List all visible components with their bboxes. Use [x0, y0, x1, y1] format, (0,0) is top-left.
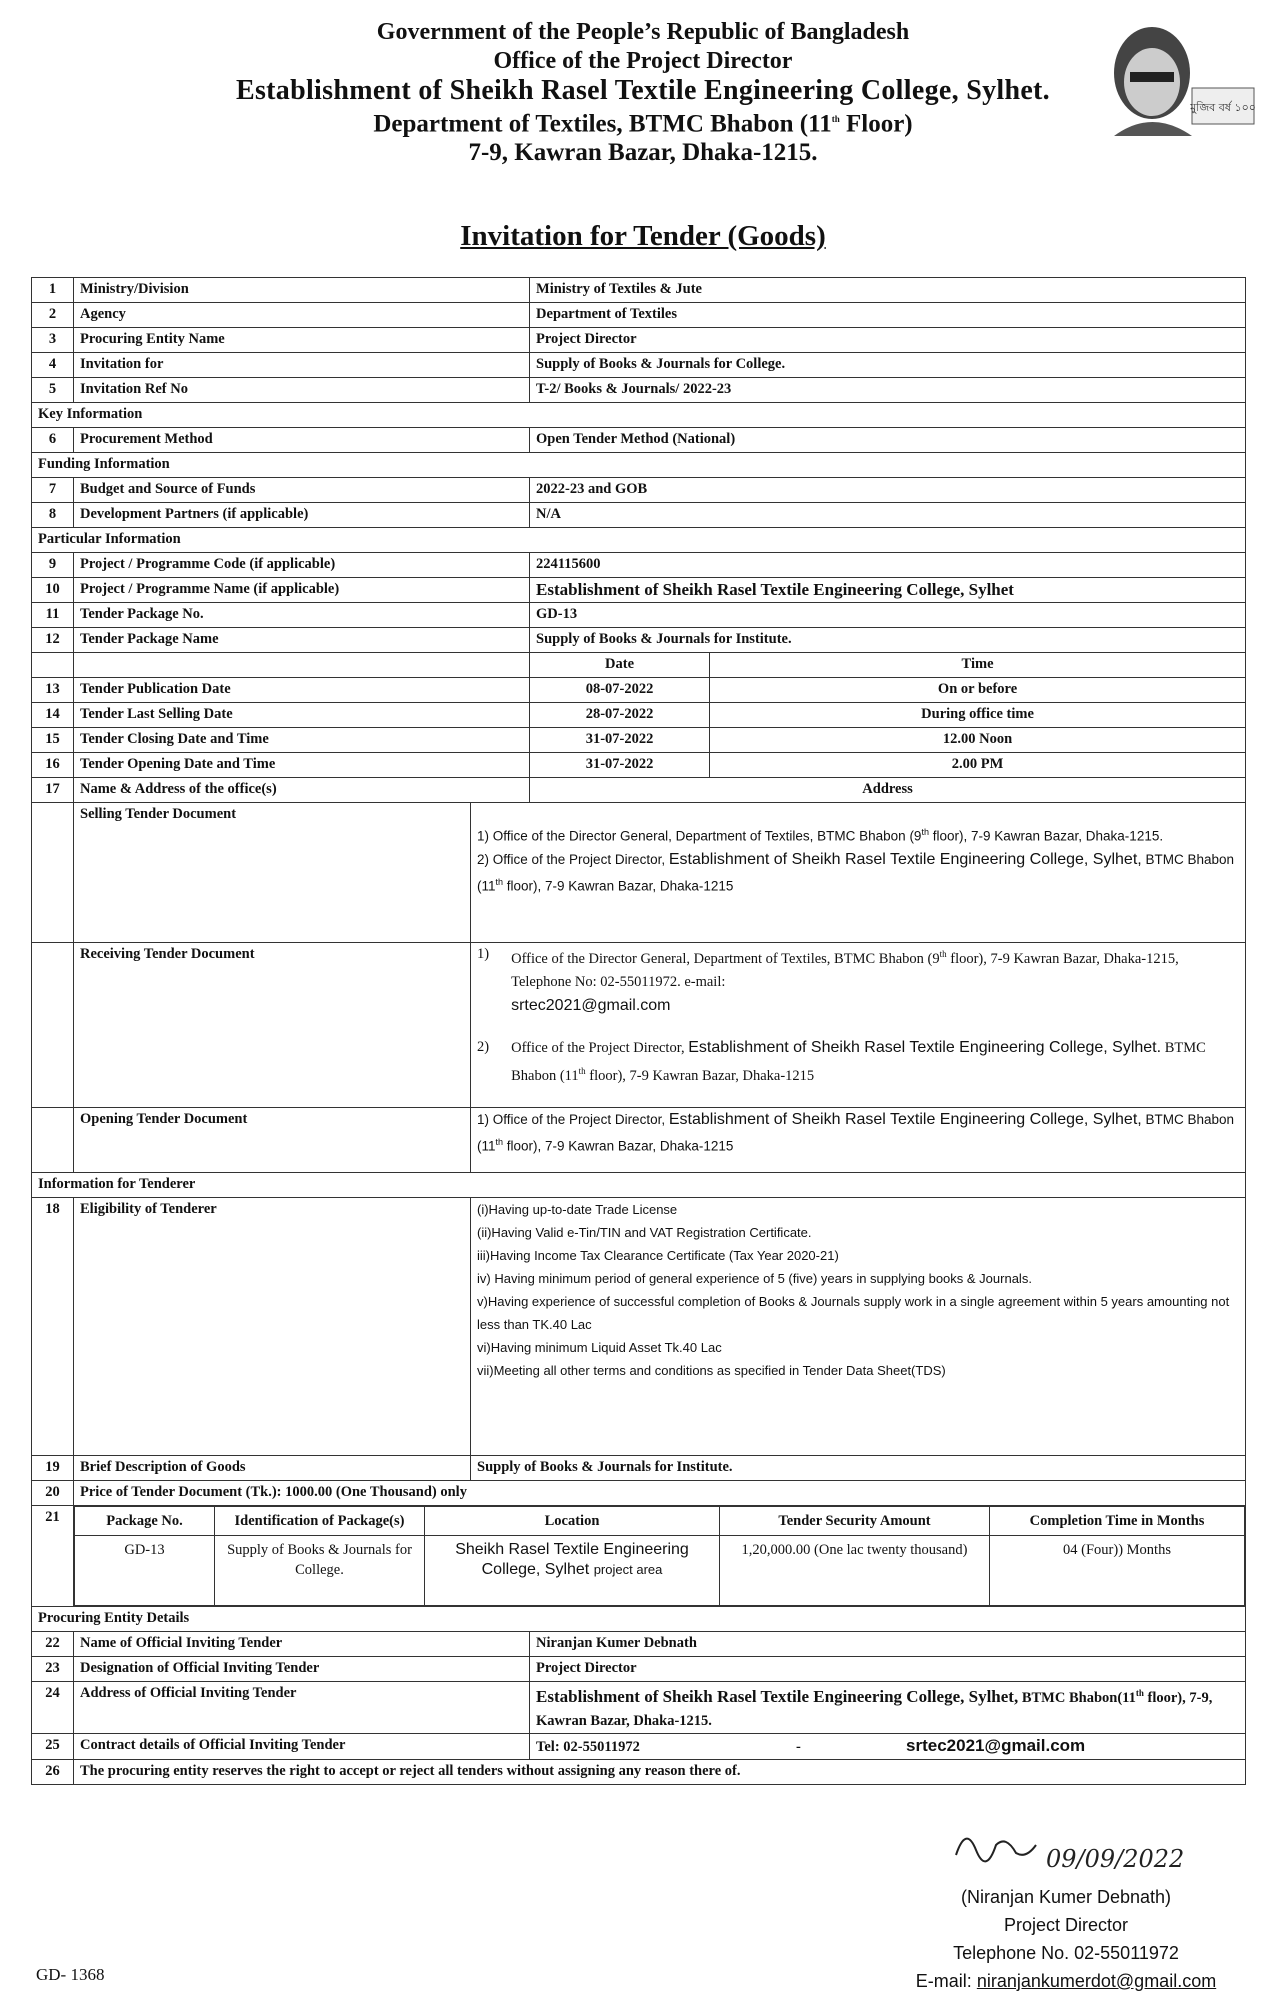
- table-row: [32, 378, 1246, 403]
- table-cell: 2022-23 and GOB: [530, 478, 1246, 503]
- table-cell: Agency: [74, 303, 530, 328]
- table-row: [32, 553, 1246, 578]
- table-cell: GD-13: [530, 603, 1246, 628]
- table-cell: 31-07-2022: [530, 728, 710, 753]
- table-cell: Ministry of Textiles & Jute: [530, 278, 1246, 303]
- selling-row: [32, 803, 1246, 943]
- table-cell: [471, 1198, 1246, 1456]
- letterhead: [0, 18, 1286, 167]
- table-cell: 7: [32, 478, 74, 503]
- table-cell: 24: [32, 1682, 74, 1734]
- table-cell: 21: [32, 1506, 74, 1607]
- table-cell: [74, 653, 530, 678]
- table-row: [32, 628, 1246, 653]
- eligibility-item: v)Having experience of successful completion of Books & Journals supply work in a single agreement within 5 years amounting not less than TK.40 Lac: [477, 1294, 1230, 1332]
- table-cell: 18: [32, 1198, 74, 1456]
- table-cell: [74, 1506, 1246, 1607]
- table-cell: 08-07-2022: [530, 678, 710, 703]
- table-cell: 22: [32, 1632, 74, 1657]
- table-cell: 14: [32, 703, 74, 728]
- table-cell: 224115600: [530, 553, 1246, 578]
- table-cell: GD-13: [75, 1536, 215, 1606]
- address-line: 7-9, Kawran Bazar, Dhaka-1215.: [468, 139, 818, 167]
- page-title: Invitation for Tender (Goods): [460, 220, 826, 252]
- eligibility-item: iii)Having Income Tax Clearance Certificate (Tax Year 2020-21): [477, 1248, 839, 1263]
- table-cell: Opening Tender Document: [74, 1108, 471, 1173]
- table-cell: Price of Tender Document (Tk.): 1000.00 (One Thousand) only: [74, 1481, 1246, 1506]
- table-cell: Receiving Tender Document: [74, 943, 471, 1108]
- receiving-address-1: 1) Office of the Director General, Department of Textiles, BTMC Bhabon (9th floor), 7-9 Kawran Bazar, Dhaka-1215, Telephone No: 02-55011972. e-mail: srtec2021@gmail.com: [477, 946, 1179, 1014]
- table-cell: 28-07-2022: [530, 703, 710, 728]
- table-cell: Establishment of Sheikh Rasel Textile Engineering College, Sylhet, BTMC Bhabon(11th floor), 7-9, Kawran Bazar, Dhaka-1215.: [530, 1682, 1246, 1734]
- table-cell: Key Information: [32, 403, 1246, 428]
- table-cell: The procuring entity reserves the right to accept or reject all tenders without assigning any reason there of.: [74, 1759, 1246, 1784]
- table-cell: Budget and Source of Funds: [74, 478, 530, 503]
- table-cell: Invitation for: [74, 353, 530, 378]
- table-row: [32, 1456, 1246, 1481]
- receiving-email[interactable]: srtec2021@gmail.com: [511, 996, 671, 1014]
- table-cell: Tender Last Selling Date: [74, 703, 530, 728]
- table-cell: 12: [32, 628, 74, 653]
- govt-line: Government of the People’s Republic of Bangladesh: [376, 19, 910, 45]
- section-row: [32, 1607, 1246, 1632]
- reference-number: GD- 1368: [36, 1965, 105, 1984]
- table-cell: 4: [32, 353, 74, 378]
- table-cell: Selling Tender Document: [74, 803, 471, 943]
- table-cell: 2.00 PM: [710, 753, 1246, 778]
- table-row: [32, 778, 1246, 803]
- table-cell: Tender Publication Date: [74, 678, 530, 703]
- table-cell: Project / Programme Code (if applicable): [74, 553, 530, 578]
- table-row: [32, 1733, 1246, 1759]
- selling-address-1: 1) Office of the Director General, Department of Textiles, BTMC Bhabon (9th floor), 7-9 Kawran Bazar, Dhaka-1215.: [477, 827, 1164, 844]
- mujib-portrait-logo: [1100, 18, 1260, 148]
- table-cell: 16: [32, 753, 74, 778]
- table-cell: 1: [32, 278, 74, 303]
- table-cell: 2: [32, 303, 74, 328]
- table-cell: [32, 803, 74, 943]
- opening-address-1: 1) Office of the Project Director, Establishment of Sheikh Rasel Textile Engineering College, Sylhet, BTMC Bhabon (11th floor), 7-9 Kawran Bazar, Dhaka-1215: [477, 1111, 1234, 1154]
- table-row: [32, 303, 1246, 328]
- table-cell: Procurement Method: [74, 428, 530, 453]
- table-row: [32, 1481, 1246, 1506]
- table-cell: 23: [32, 1657, 74, 1682]
- table-cell: Supply of Books & Journals for College.: [530, 353, 1246, 378]
- package-table: [74, 1506, 1245, 1606]
- table-cell: Information for Tenderer: [32, 1173, 1246, 1198]
- eligibility-item: vii)Meeting all other terms and conditions as specified in Tender Data Sheet(TDS): [477, 1363, 946, 1378]
- table-cell: Identification of Package(s): [215, 1507, 425, 1536]
- receiving-row: [32, 943, 1246, 1108]
- eligibility-item: iv) Having minimum period of general experience of 5 (five) years in supplying books & Journals.: [477, 1271, 1032, 1286]
- signer-email: E-mail: niranjankumerdot@gmail.com: [915, 1971, 1217, 1991]
- table-row: [32, 703, 1246, 728]
- table-cell: 9: [32, 553, 74, 578]
- table-cell: 8: [32, 503, 74, 528]
- table-row: [32, 578, 1246, 603]
- signature-scribble: [936, 1815, 1196, 1875]
- table-cell: 10: [32, 578, 74, 603]
- table-row: [32, 353, 1246, 378]
- table-row: [32, 503, 1246, 528]
- table-cell: Open Tender Method (National): [530, 428, 1246, 453]
- section-row: [32, 1173, 1246, 1198]
- table-cell: Invitation Ref No: [74, 378, 530, 403]
- table-cell: Name & Address of the office(s): [74, 778, 530, 803]
- table-cell: Tender Package No.: [74, 603, 530, 628]
- package-row: [32, 1506, 1246, 1607]
- portrait-caption: মুজিব বর্ষ ১০০: [1190, 101, 1256, 114]
- table-cell: 3: [32, 328, 74, 353]
- table-cell: Completion Time in Months: [990, 1507, 1245, 1536]
- table-cell: Tender Security Amount: [720, 1507, 990, 1536]
- table-cell: Address: [530, 778, 1246, 803]
- eligibility-row: [32, 1198, 1246, 1456]
- table-cell: Package No.: [75, 1507, 215, 1536]
- signer-phone: Telephone No. 02-55011972: [953, 1943, 1179, 1963]
- table-row: [32, 603, 1246, 628]
- table-cell: On or before: [710, 678, 1246, 703]
- table-cell: Contract details of Official Inviting Tender: [74, 1733, 530, 1759]
- table-cell: [471, 1108, 1246, 1173]
- table-row: [32, 678, 1246, 703]
- signature-block: [886, 1815, 1246, 1995]
- table-cell: [471, 803, 1246, 943]
- table-cell: Date: [530, 653, 710, 678]
- table-cell: Funding Information: [32, 453, 1246, 478]
- table-cell: Time: [710, 653, 1246, 678]
- table-cell: [32, 1108, 74, 1173]
- eligibility-item: (ii)Having Valid e-Tin/TIN and VAT Registration Certificate.: [477, 1225, 812, 1240]
- table-cell: Tender Package Name: [74, 628, 530, 653]
- table-cell: Designation of Official Inviting Tender: [74, 1657, 530, 1682]
- contact-email[interactable]: srtec2021@gmail.com: [906, 1735, 1086, 1755]
- table-cell: 15: [32, 728, 74, 753]
- selling-address-2: 2) Office of the Project Director, Establishment of Sheikh Rasel Textile Engineering College, Sylhet, BTMC Bhabon (11th floor), 7-9 Kawran Bazar, Dhaka-1215: [477, 850, 1234, 893]
- table-cell: Procuring Entity Name: [74, 328, 530, 353]
- signature-date: 09/09/2022: [1046, 1845, 1185, 1873]
- table-cell: [32, 653, 74, 678]
- table-cell: 26: [32, 1759, 74, 1784]
- table-row: [32, 278, 1246, 303]
- table-cell: Supply of Books & Journals for Institute.: [471, 1456, 1246, 1481]
- table-cell: N/A: [530, 503, 1246, 528]
- table-cell: Project Director: [530, 328, 1246, 353]
- table-row: [32, 728, 1246, 753]
- signer-name: (Niranjan Kumer Debnath): [960, 1887, 1172, 1907]
- table-cell: Department of Textiles: [530, 303, 1246, 328]
- tender-table: [31, 277, 1246, 1785]
- table-cell: [32, 943, 74, 1108]
- table-cell: 5: [32, 378, 74, 403]
- table-row: [32, 328, 1246, 353]
- table-cell: Supply of Books & Journals for Institute.: [530, 628, 1246, 653]
- table-cell: 31-07-2022: [530, 753, 710, 778]
- table-row: [32, 1657, 1246, 1682]
- table-cell: Name of Official Inviting Tender: [74, 1632, 530, 1657]
- table-row: [32, 1682, 1246, 1734]
- table-cell: Establishment of Sheikh Rasel Textile Engineering College, Sylhet: [530, 578, 1246, 603]
- table-cell: 17: [32, 778, 74, 803]
- table-cell: Eligibility of Tenderer: [74, 1198, 471, 1456]
- table-cell: 1,20,000.00 (One lac twenty thousand): [720, 1536, 990, 1606]
- date-time-header: [32, 653, 1246, 678]
- table-cell: Supply of Books & Journals for College.: [215, 1536, 425, 1606]
- eligibility-item: vi)Having minimum Liquid Asset Tk.40 Lac: [477, 1340, 722, 1355]
- table-row: [32, 1759, 1246, 1784]
- table-cell: T-2/ Books & Journals/ 2022-23: [530, 378, 1246, 403]
- eligibility-item: (i)Having up-to-date Trade License: [477, 1202, 678, 1217]
- signer-designation: Project Director: [1003, 1915, 1129, 1935]
- section-row: [32, 453, 1246, 478]
- table-cell: Ministry/Division: [74, 278, 530, 303]
- table-cell: During office time: [710, 703, 1246, 728]
- table-cell: Niranjan Kumer Debnath: [530, 1632, 1246, 1657]
- table-row: [32, 753, 1246, 778]
- table-cell: Tel: 02-55011972 - srtec2021@gmail.com: [530, 1733, 1246, 1759]
- table-cell: Procuring Entity Details: [32, 1607, 1246, 1632]
- department-line: Department of Textiles, BTMC Bhabon (11th Floor): [373, 110, 913, 138]
- table-cell: Project / Programme Name (if applicable): [74, 578, 530, 603]
- table-cell: 11: [32, 603, 74, 628]
- office-line: Office of the Project Director: [493, 48, 793, 74]
- table-cell: 25: [32, 1733, 74, 1759]
- table-row: [32, 478, 1246, 503]
- table-cell: 20: [32, 1481, 74, 1506]
- table-cell: Development Partners (if applicable): [74, 503, 530, 528]
- table-cell: Project Director: [530, 1657, 1246, 1682]
- project-line: Establishment of Sheikh Rasel Textile Engineering College, Sylhet.: [236, 75, 1050, 106]
- table-cell: Brief Description of Goods: [74, 1456, 471, 1481]
- table-cell: Location: [425, 1507, 720, 1536]
- table-cell: 13: [32, 678, 74, 703]
- table-cell: Tender Opening Date and Time: [74, 753, 530, 778]
- table-row: [32, 428, 1246, 453]
- table-cell: Tender Closing Date and Time: [74, 728, 530, 753]
- table-cell: 6: [32, 428, 74, 453]
- receiving-address-2: 2) Office of the Project Director, Establishment of Sheikh Rasel Textile Engineering College, Sylhet. BTMC Bhabon (11th floor), 7-9 Kawran Bazar, Dhaka-1215: [477, 1038, 1206, 1084]
- table-cell: 19: [32, 1456, 74, 1481]
- section-row: [32, 403, 1246, 428]
- table-cell: [471, 943, 1246, 1108]
- table-cell: 12.00 Noon: [710, 728, 1246, 753]
- opening-row: [32, 1108, 1246, 1173]
- table-cell: 04 (Four)) Months: [990, 1536, 1245, 1606]
- table-cell: Sheikh Rasel Textile Engineering College, Sylhet project area: [425, 1536, 720, 1606]
- table-cell: Address of Official Inviting Tender: [74, 1682, 530, 1734]
- table-row: [32, 1632, 1246, 1657]
- table-cell: Particular Information: [32, 528, 1246, 553]
- section-row: [32, 528, 1246, 553]
